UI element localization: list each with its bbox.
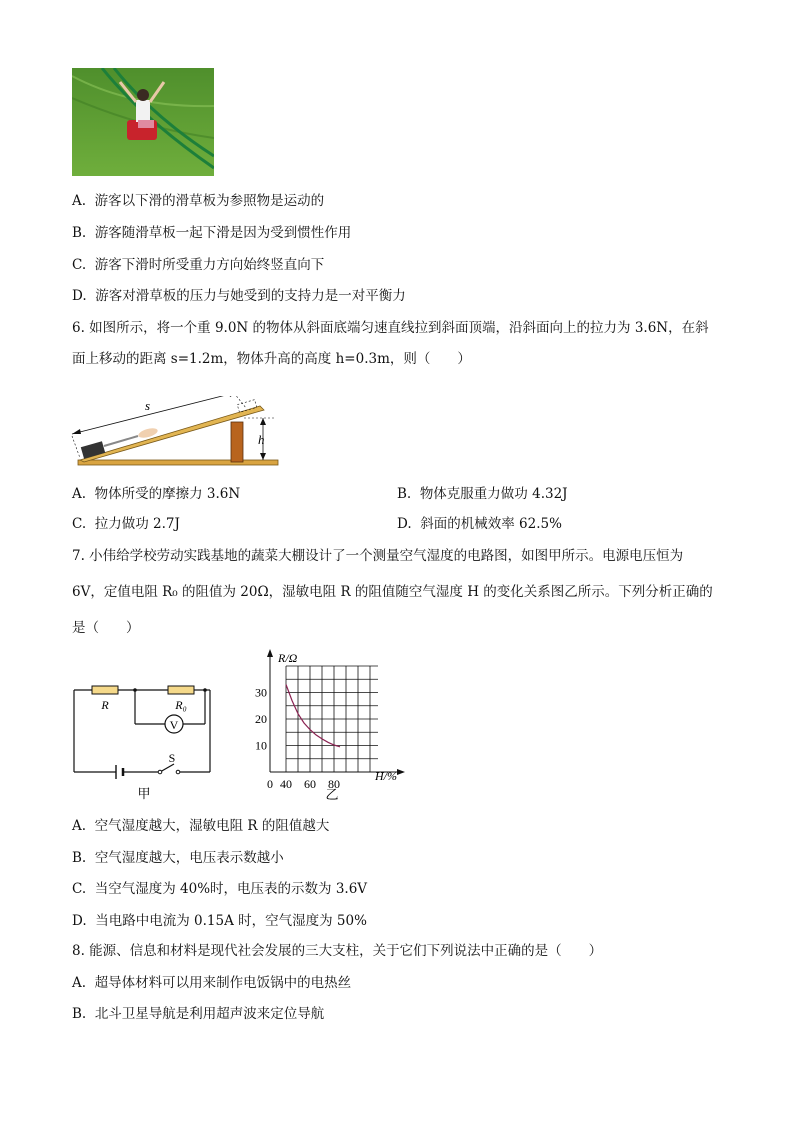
q7-stem-line1: 7. 小伟给学校劳动实践基地的蔬菜大棚设计了一个测量空气湿度的电路图，如图甲所示。电源电压恒为 [72, 548, 684, 564]
switch-icon [158, 770, 162, 774]
q5-option-b: B. 游客随滑草板一起下滑是因为受到惯性作用 [72, 225, 352, 241]
resistor-r0 [168, 686, 194, 694]
grass-slide-photo [72, 68, 214, 176]
q6-option-d: D. 斜面的机械效率 62.5% [397, 516, 562, 532]
r-label: R [101, 698, 109, 712]
q7-option-b: B. 空气湿度越大，电压表示数越小 [72, 850, 284, 866]
q7-option-c: C. 当空气湿度为 40%时，电压表的示数为 3.6V [72, 881, 368, 897]
q6-option-c: C. 拉力做功 2.7J [72, 516, 180, 532]
s-label: s [145, 398, 151, 413]
q7-option-d: D. 当电路中电流为 0.15A 时，空气湿度为 50% [72, 913, 367, 929]
x-tick-label: 0 [267, 777, 273, 791]
resistor-r [92, 686, 118, 694]
y-tick-label: 30 [255, 685, 267, 700]
incline-base [78, 460, 278, 465]
x-tick-label: 80 [328, 777, 340, 791]
q6-option-b: B. 物体克服重力做功 4.32J [397, 486, 568, 502]
q6-option-a: A. 物体所受的摩擦力 3.6N [72, 486, 241, 502]
humidity-resistance-chart [248, 646, 408, 802]
x-tick-label: 40 [280, 777, 292, 791]
q6-stem-line1: 6. 如图所示，将一个重 9.0N 的物体从斜面底端匀速直线拉到斜面顶端，沿斜面向上的拉力为 3.6N，在斜 [72, 320, 709, 336]
h-label: h [258, 432, 265, 447]
y-tick-label: 10 [255, 738, 267, 753]
x-axis-label: H/% [375, 769, 397, 783]
y-axis-label: R/Ω [278, 651, 298, 665]
q8-stem: 8. 能源、信息和材料是现代社会发展的三大支柱，关于它们下列说法中正确的是（ ） [72, 943, 603, 959]
r0-label: R₀ [175, 698, 187, 712]
x-tick-label: 60 [304, 777, 316, 791]
q6-stem-line2: 面上移动的距离 s=1.2m，物体升高的高度 h=0.3m，则（ ） [72, 351, 471, 367]
y-axis-arrow [267, 649, 273, 657]
wood-block [231, 422, 243, 462]
s-arrow [72, 396, 238, 434]
switch-label: S [168, 751, 176, 765]
q7-stem-line2: 6V，定值电阻 R₀ 的阻值为 20Ω，湿敏电阻 R 的阻值随空气湿度 H 的变化关系图乙所示。下列分析正确的 [72, 584, 713, 600]
q5-option-c: C. 游客下滑时所受重力方向始终竖直向下 [72, 257, 325, 273]
q7-stem-line3: 是（ ） [72, 620, 140, 636]
x-axis-arrow [397, 769, 405, 775]
chart-caption: 乙 [325, 787, 339, 802]
q5-option-d: D. 游客对滑草板的压力与她受到的支持力是一对平衡力 [72, 288, 406, 304]
q8-option-a: A. 超导体材料可以用来制作电饭锅中的电热丝 [72, 975, 352, 991]
q5-option-a: A. 游客以下滑的滑草板为参照物是运动的 [72, 193, 325, 209]
incline-figure [68, 396, 283, 468]
q7-option-a: A. 空气湿度越大，湿敏电阻 R 的阻值越大 [72, 818, 330, 834]
q8-option-b: B. 北斗卫星导航是利用超声波来定位导航 [72, 1006, 325, 1022]
circuit-caption: 甲 [137, 786, 151, 801]
chart-grid [286, 666, 378, 772]
circuit-diagram [68, 674, 218, 804]
y-tick-label: 20 [255, 712, 267, 726]
svg-text:V: V [169, 718, 179, 732]
series-line [286, 685, 340, 747]
